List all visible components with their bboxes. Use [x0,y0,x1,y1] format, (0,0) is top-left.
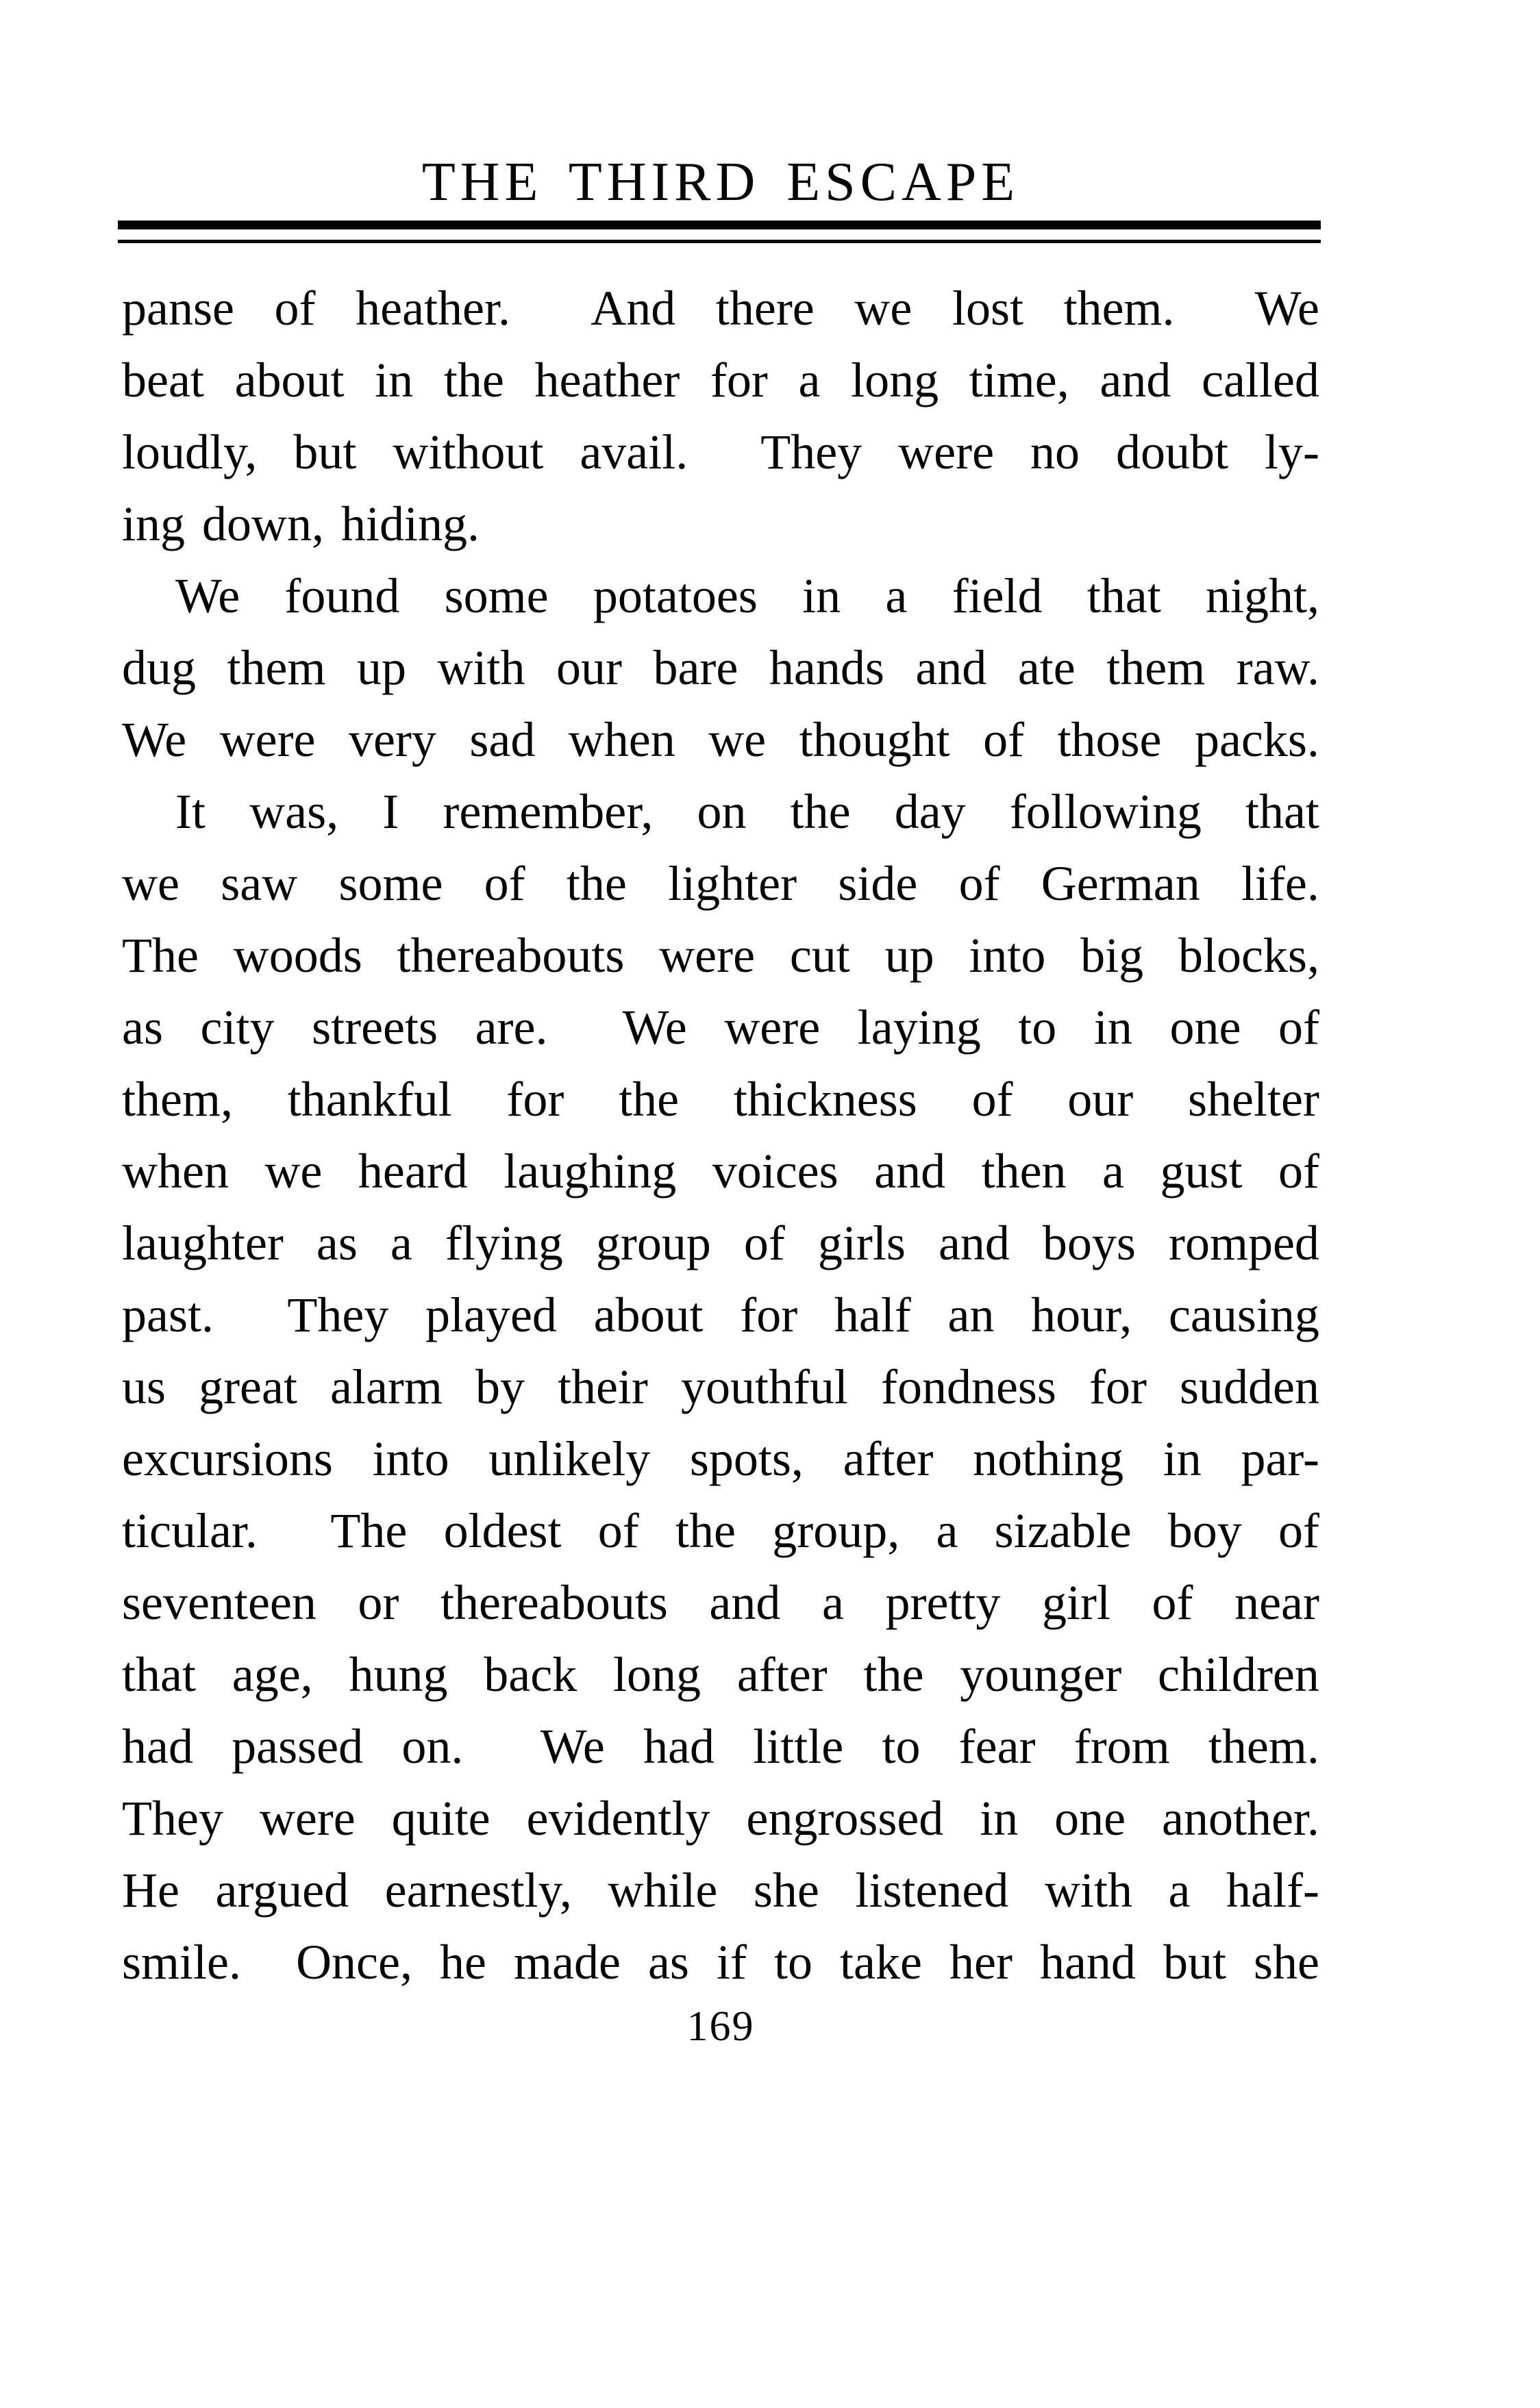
text-line: We found some potatoes in a field that night, [175,568,1319,623]
text-line: when we heard laughing voices and then a gust of [122,1144,1319,1199]
text-line: as city streets are. We were laying to in one of [122,1000,1319,1055]
text-line: He argued earnestly, while she listened with a half- [122,1863,1319,1918]
text-line: we saw some of the lighter side of German life. [122,856,1319,911]
text-line: them, thankful for the thickness of our shelter [122,1072,1319,1127]
text-line: panse of heather. And there we lost them. We [122,281,1319,336]
page-number: 169 [686,2003,755,2050]
body-text [122,273,1319,1998]
text-line: beat about in the heather for a long time, and called [122,353,1319,407]
text-line: They were quite evidently engrossed in one another. [122,1791,1319,1846]
header-rule-thin [118,240,1321,243]
text-line: The woods thereabouts were cut up into big blocks, [122,928,1319,983]
text-line: ticular. The oldest of the group, a sizable boy of [122,1503,1319,1558]
text-line: had passed on. We had little to fear from them. [122,1719,1319,1774]
text-line: seventeen or thereabouts and a pretty girl of near [122,1575,1319,1630]
text-line: smile. Once, he made as if to take her hand but she [122,1935,1319,1990]
text-line: that age, hung back long after the younger children [122,1647,1319,1702]
text-line: laughter as a flying group of girls and boys romped [122,1216,1319,1270]
text-line: ing down, hiding. [122,497,480,551]
running-head: THE THIRD ESCAPE [421,152,1020,212]
header-rule-thick [118,221,1321,229]
text-line: dug them up with our bare hands and ate them raw. [122,640,1319,695]
text-line: us great alarm by their youthful fondness for sudden [122,1359,1319,1414]
text-line: loudly, but without avail. They were no doubt ly- [122,425,1319,479]
text-line: past. They played about for half an hour, causing [122,1288,1319,1342]
text-line: We were very sad when we thought of those packs. [122,712,1319,767]
text-line: excursions into unlikely spots, after nothing in par- [122,1431,1319,1486]
text-line: It was, I remember, on the day following that [175,784,1319,839]
